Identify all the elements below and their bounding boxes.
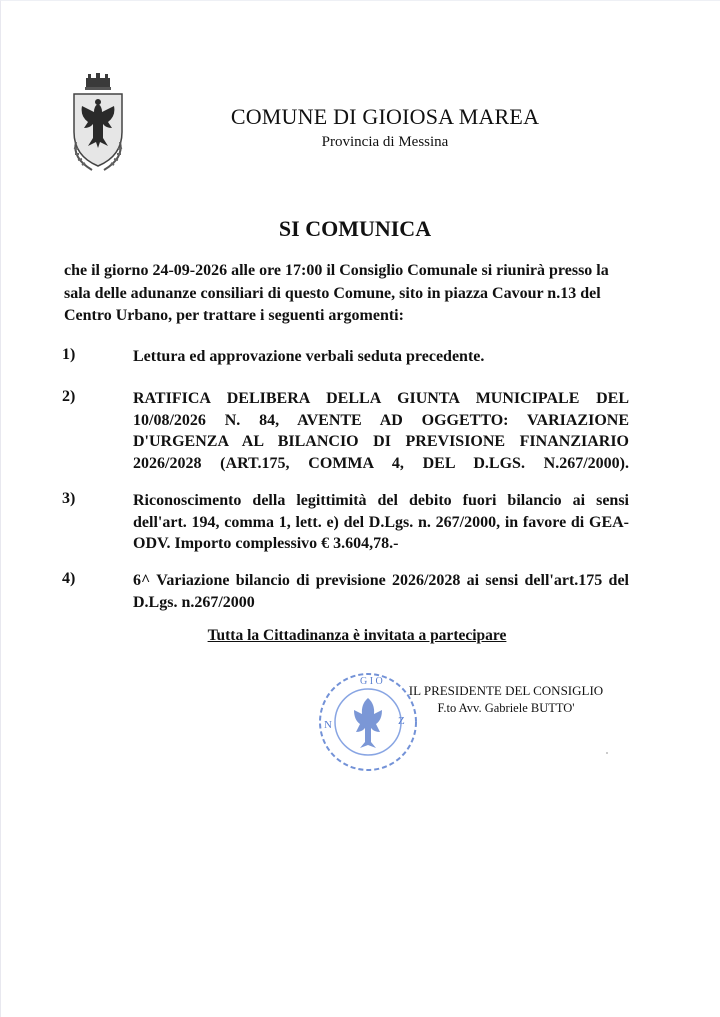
invitation-line: Tutta la Cittadinanza è invitata a partecipare: [207, 627, 507, 644]
province-name: Provincia di Messina: [321, 134, 449, 150]
town-name: COMUNE DI GIOIOSA MAREA: [230, 104, 540, 129]
agenda-item-4-text: 6^ Variazione bilancio di previsione 2026/2028 ai sensi dell'art.175 del D.Lgs. n.267/2000: [133, 572, 629, 611]
intro-paragraph: che il giorno 24-09-2026 alle ore 17:00 il Consiglio Comunale si riunirà presso la sala delle adunanze consiliari di questo Comune, sito in piazza Cavour n.13 del Centro Urbano, per trattare i seguenti argomenti:: [64, 262, 609, 325]
svg-text:G I O: G I O: [360, 676, 383, 687]
notice-title: SI COMUNICA: [278, 216, 432, 241]
svg-text:Z: Z: [398, 715, 405, 727]
agenda-item-2-number: 2): [62, 388, 76, 405]
agenda-item-1-number: 1): [62, 346, 76, 363]
agenda-item-2-text: RATIFICA DELIBERA DELLA GIUNTA MUNICIPALE DEL 10/08/2026 N. 84, AVENTE AD OGGETTO: VARIAZIONE D'URGENZA AL BILANCIO DI PREVISIONE FINANZIARIO 2026/2028 (ART.175, COMMA 4, DEL D.LGS. N.267/2000).: [133, 390, 629, 472]
agenda-item-4-number: 4): [62, 570, 76, 587]
coat-of-arms-icon: [66, 72, 130, 176]
agenda-item-3-text: Riconoscimento della legittimità del debito fuori bilancio ai sensi dell'art. 194, comma 1, lett. e) del D.Lgs. n. 267/2000, in favore di GEA-ODV. Importo complessivo € 3.604,78.-: [133, 492, 629, 552]
svg-text:N: N: [324, 719, 332, 731]
scan-speck: [606, 752, 608, 754]
agenda-item-1-text: Lettura ed approvazione verbali seduta precedente.: [133, 348, 485, 365]
agenda-item-3-number: 3): [62, 490, 76, 507]
signatory-name: F.to Avv. Gabriele BUTTO': [437, 701, 575, 715]
signatory-role: IL PRESIDENTE DEL CONSIGLIO: [408, 683, 604, 698]
